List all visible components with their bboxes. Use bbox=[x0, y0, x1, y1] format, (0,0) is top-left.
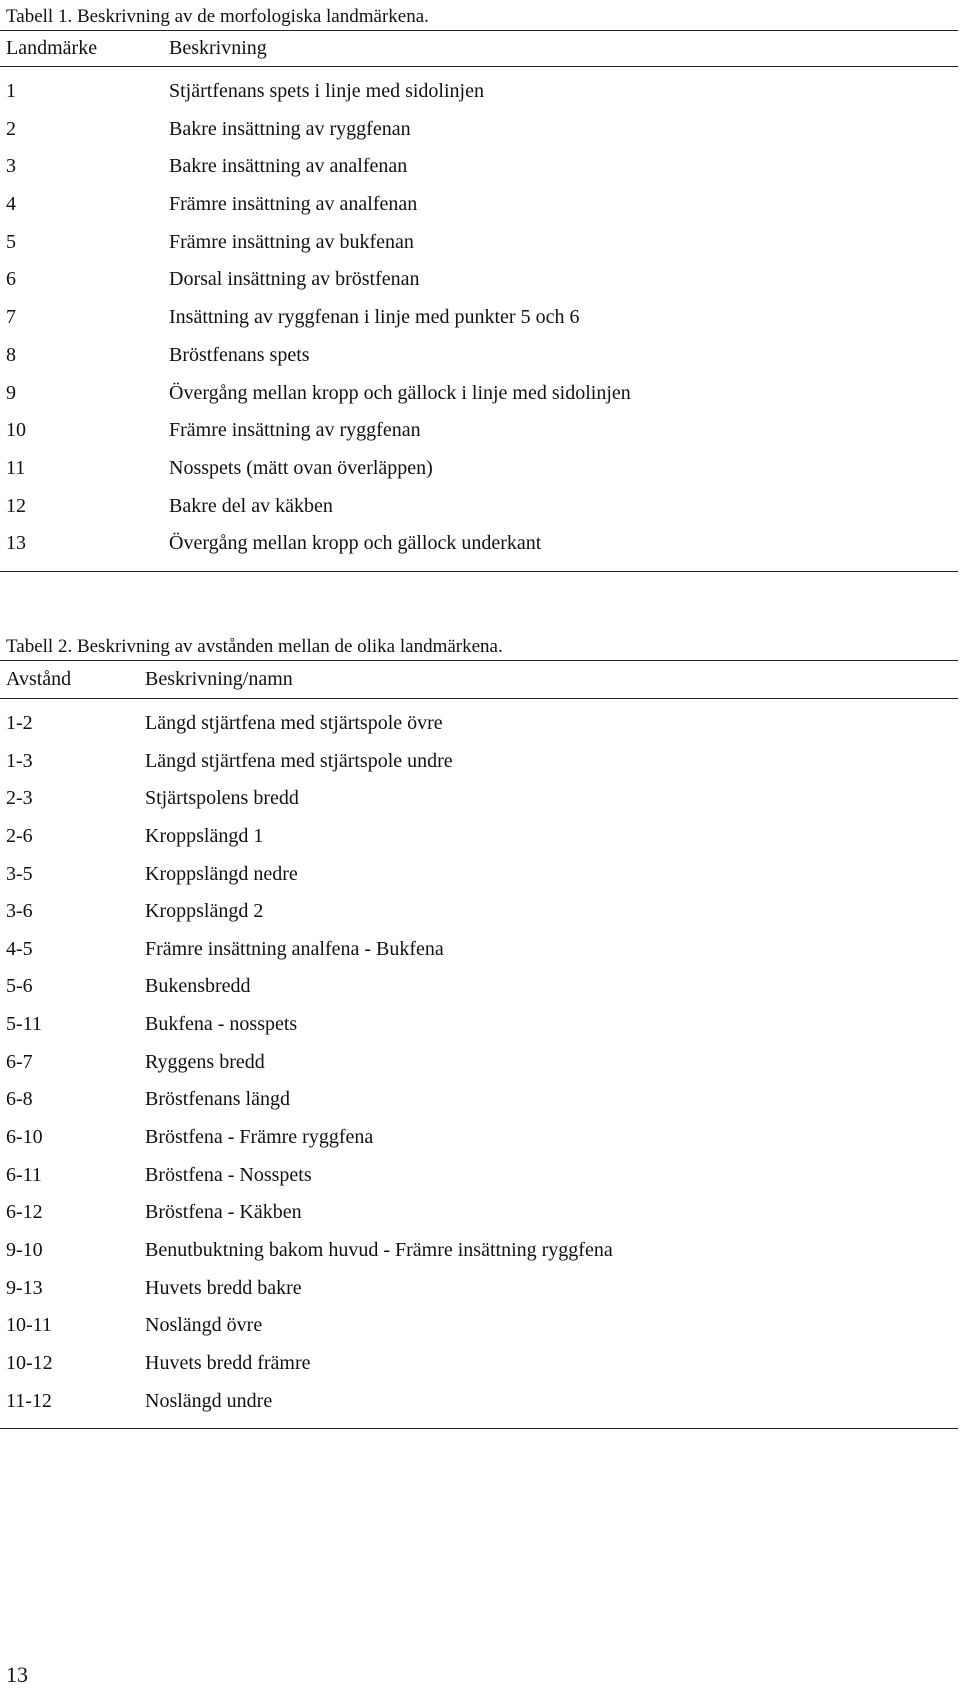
page-number: 13 bbox=[6, 1662, 28, 1687]
row-id-cell: 10-12 bbox=[6, 1351, 53, 1374]
table-row bbox=[0, 224, 958, 262]
column-header-description-name: Beskrivning/namn bbox=[145, 668, 293, 690]
row-id-cell: 11-12 bbox=[6, 1389, 52, 1412]
row-description-cell: Bröstfena - Käkben bbox=[145, 1201, 302, 1224]
table-row bbox=[0, 375, 958, 413]
row-description-cell: Bröstfena - Nosspets bbox=[145, 1163, 312, 1186]
row-description-cell: Bakre insättning av ryggfenan bbox=[169, 117, 411, 140]
table-row bbox=[0, 111, 958, 149]
row-description-cell: Främre insättning analfena - Bukfena bbox=[145, 937, 444, 960]
row-description-cell: Kroppslängd nedre bbox=[145, 862, 298, 885]
table-header-row bbox=[0, 661, 958, 698]
row-description-cell: Främre insättning av analfenan bbox=[169, 193, 418, 216]
row-description-cell: Övergång mellan kropp och gällock i linje med sidolinjen bbox=[169, 381, 631, 404]
table-row bbox=[0, 1006, 958, 1044]
table-row bbox=[0, 893, 958, 931]
column-header-landmark: Landmärke bbox=[6, 37, 98, 59]
row-description-cell: Dorsal insättning av bröstfenan bbox=[169, 268, 420, 291]
row-id-cell: 5-6 bbox=[6, 975, 33, 998]
table-row bbox=[0, 1270, 958, 1308]
table-caption: Tabell 1. Beskrivning av de morfologiska landmärkena. bbox=[6, 6, 429, 27]
table-row bbox=[0, 450, 958, 488]
table-header-row bbox=[0, 31, 958, 66]
row-id-cell: 10 bbox=[6, 419, 26, 442]
table-row bbox=[0, 780, 958, 818]
table-row bbox=[0, 743, 958, 781]
table-row bbox=[0, 1232, 958, 1270]
table-row bbox=[0, 412, 958, 450]
table-row bbox=[0, 1194, 958, 1232]
table-row bbox=[0, 968, 958, 1006]
row-description-cell: Bröstfenans längd bbox=[145, 1088, 290, 1111]
row-description-cell: Bukensbredd bbox=[145, 975, 251, 998]
row-description-cell: Insättning av ryggfenan i linje med punkter 5 och 6 bbox=[169, 306, 580, 329]
row-description-cell: Bakre del av käkben bbox=[169, 494, 333, 517]
distance-table bbox=[0, 634, 958, 1429]
table-row bbox=[0, 73, 958, 111]
row-id-cell: 12 bbox=[6, 494, 26, 517]
table-row bbox=[0, 1307, 958, 1345]
row-description-cell: Främre insättning av ryggfenan bbox=[169, 419, 421, 442]
table-row bbox=[0, 525, 958, 563]
row-id-cell: 4 bbox=[6, 193, 16, 216]
row-description-cell: Huvets bredd bakre bbox=[145, 1276, 302, 1299]
table-row bbox=[0, 1345, 958, 1383]
table-row bbox=[0, 1081, 958, 1119]
table-row bbox=[0, 337, 958, 375]
table-row bbox=[0, 299, 958, 337]
row-description-cell: Nosspets (mätt ovan överläppen) bbox=[169, 456, 433, 479]
table-row bbox=[0, 705, 958, 743]
column-header-distance: Avstånd bbox=[6, 668, 72, 690]
row-description-cell: Benutbuktning bakom huvud - Främre insättning ryggfena bbox=[145, 1238, 613, 1261]
table-row bbox=[0, 1119, 958, 1157]
table-body bbox=[0, 705, 958, 1420]
table-caption: Tabell 2. Beskrivning av avstånden mellan de olika landmärkena. bbox=[6, 636, 503, 657]
row-id-cell: 3 bbox=[6, 155, 16, 178]
table-row bbox=[0, 186, 958, 224]
row-id-cell: 9-13 bbox=[6, 1276, 43, 1299]
row-description-cell: Noslängd undre bbox=[145, 1389, 273, 1412]
table-row bbox=[0, 1044, 958, 1082]
row-description-cell: Bukfena - nosspets bbox=[145, 1013, 298, 1036]
row-id-cell: 13 bbox=[6, 532, 26, 555]
row-id-cell: 6-10 bbox=[6, 1126, 43, 1149]
row-description-cell: Bröstfenans spets bbox=[169, 343, 310, 366]
row-description-cell: Huvets bredd främre bbox=[145, 1351, 311, 1374]
row-id-cell: 9 bbox=[6, 381, 16, 404]
row-id-cell: 1 bbox=[6, 80, 16, 102]
table-row bbox=[0, 856, 958, 894]
row-id-cell: 3-6 bbox=[6, 900, 33, 923]
row-id-cell: 9-10 bbox=[6, 1238, 43, 1261]
row-description-cell: Noslängd övre bbox=[145, 1314, 263, 1337]
row-id-cell: 6-8 bbox=[6, 1088, 33, 1111]
table-row bbox=[0, 261, 958, 299]
row-id-cell: 6 bbox=[6, 268, 16, 291]
row-id-cell: 6-12 bbox=[6, 1201, 43, 1224]
table-bottom-rule bbox=[0, 1428, 958, 1429]
row-id-cell: 10-11 bbox=[6, 1314, 52, 1337]
row-description-cell: Längd stjärtfena med stjärtspole undre bbox=[145, 749, 453, 772]
row-id-cell: 2-3 bbox=[6, 787, 33, 810]
row-id-cell: 4-5 bbox=[6, 937, 33, 960]
row-id-cell: 6-11 bbox=[6, 1163, 42, 1186]
row-id-cell: 2 bbox=[6, 117, 16, 140]
table-row bbox=[0, 931, 958, 969]
table-row bbox=[0, 148, 958, 186]
row-id-cell: 1-2 bbox=[6, 712, 33, 734]
row-id-cell: 5 bbox=[6, 230, 16, 253]
row-id-cell: 8 bbox=[6, 343, 16, 366]
row-description-cell: Främre insättning av bukfenan bbox=[169, 230, 414, 253]
table-row bbox=[0, 818, 958, 856]
table-row bbox=[0, 1157, 958, 1195]
row-description-cell: Kroppslängd 2 bbox=[145, 900, 264, 923]
landmark-table bbox=[0, 4, 958, 572]
row-id-cell: 6-7 bbox=[6, 1050, 33, 1073]
row-description-cell: Stjärtfenans spets i linje med sidolinjen bbox=[169, 80, 484, 102]
row-description-cell: Övergång mellan kropp och gällock underkant bbox=[169, 532, 542, 555]
row-description-cell: Längd stjärtfena med stjärtspole övre bbox=[145, 712, 443, 734]
column-header-description: Beskrivning bbox=[169, 37, 267, 59]
row-description-cell: Ryggens bredd bbox=[145, 1050, 265, 1073]
table-body bbox=[0, 73, 958, 563]
table-bottom-rule bbox=[0, 571, 958, 572]
row-id-cell: 2-6 bbox=[6, 824, 33, 847]
row-id-cell: 5-11 bbox=[6, 1013, 42, 1036]
table-row bbox=[0, 488, 958, 526]
row-description-cell: Stjärtspolens bredd bbox=[145, 787, 299, 810]
row-id-cell: 1-3 bbox=[6, 749, 33, 772]
row-description-cell: Kroppslängd 1 bbox=[145, 824, 264, 847]
row-description-cell: Bröstfena - Främre ryggfena bbox=[145, 1126, 374, 1149]
table-row bbox=[0, 1383, 958, 1421]
row-id-cell: 3-5 bbox=[6, 862, 33, 885]
row-description-cell: Bakre insättning av analfenan bbox=[169, 155, 408, 178]
row-id-cell: 11 bbox=[6, 456, 26, 479]
row-id-cell: 7 bbox=[6, 306, 16, 329]
